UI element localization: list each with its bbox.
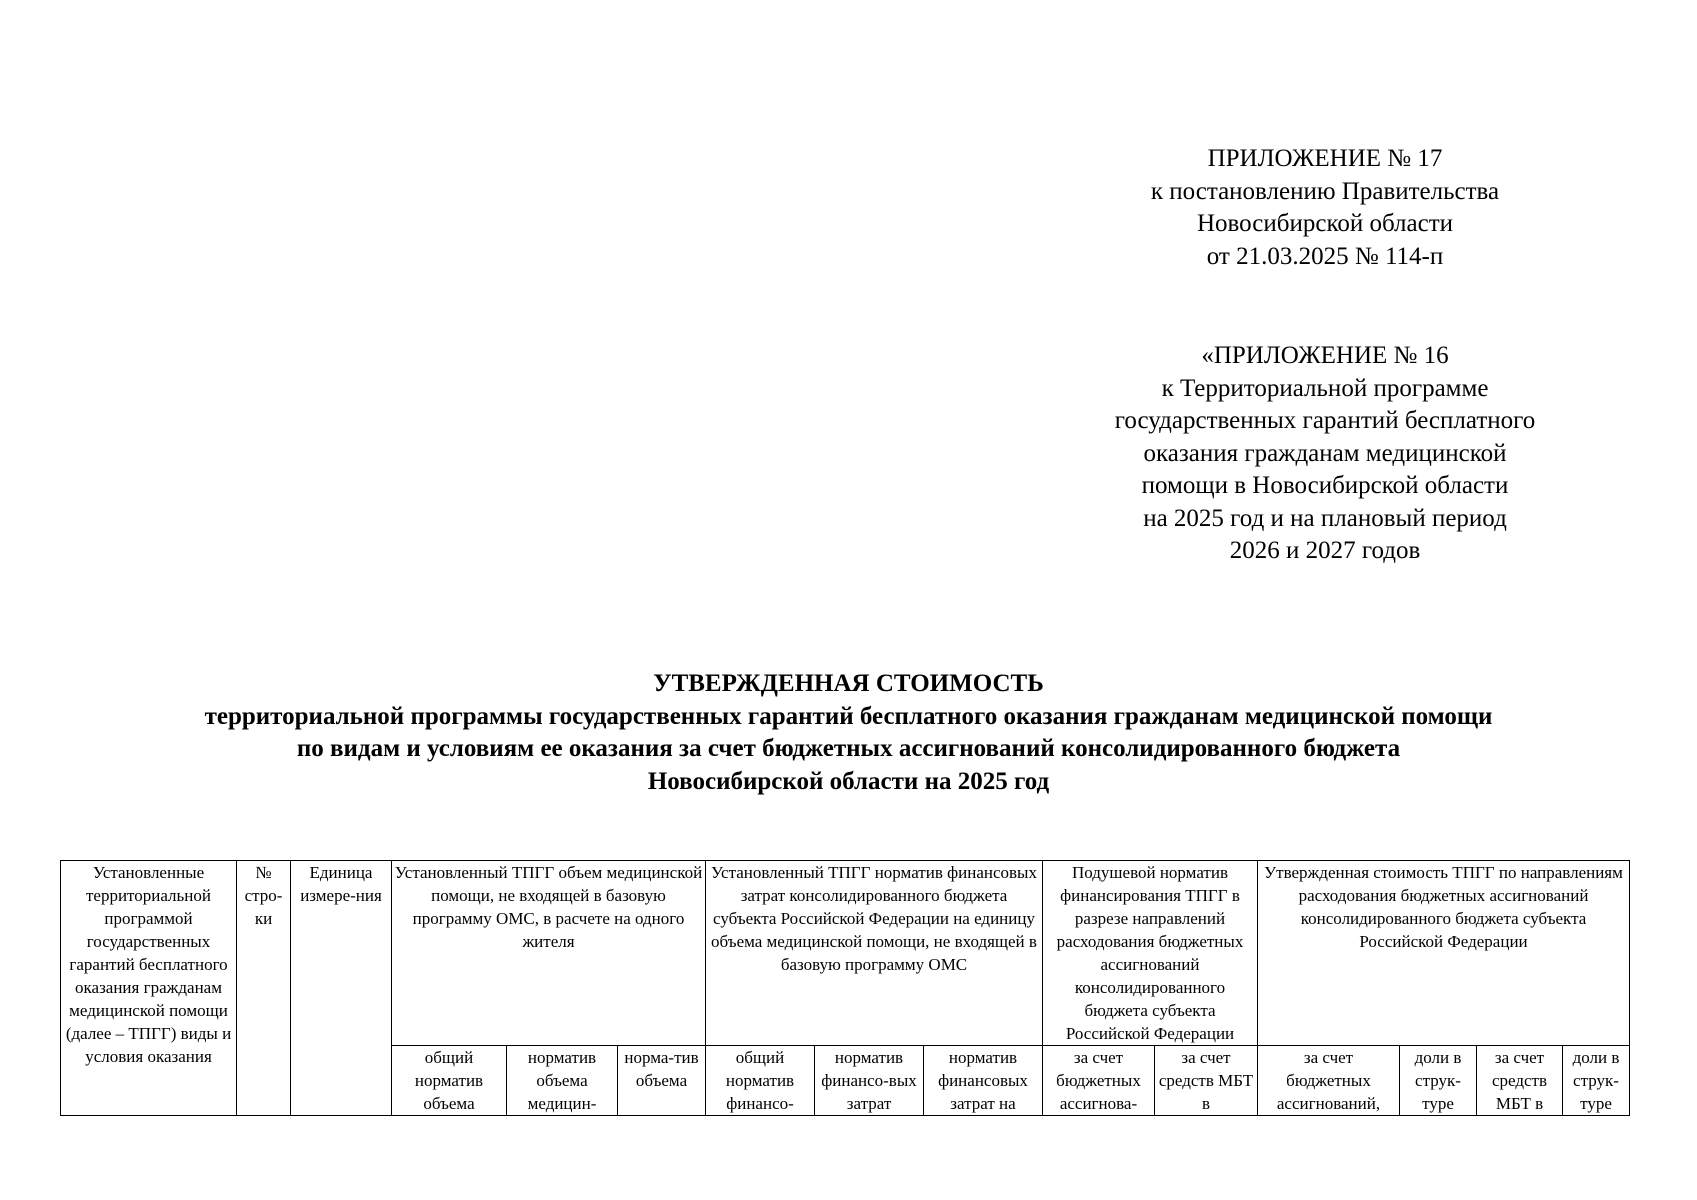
cost-table xyxy=(60,860,1630,1116)
appendix-16-line: оказания гражданам медицинской xyxy=(1143,439,1507,467)
header-approved-cost-group: Утвержденная стоимость ТПГГ по направлениям расходования бюджетных ассигнований консолидированного бюджета субъекта Российской Федерации xyxy=(1258,861,1630,1046)
header-cost-norm-group: Установленный ТПГГ норматив финансовых затрат консолидированного бюджета субъекта Российской Федерации на единицу объема медицинской помощи, не входящей в базовую программу ОМС xyxy=(706,861,1043,1046)
appendix-16-line: к Территориальной программе xyxy=(1161,374,1489,402)
header-volume-group: Установленный ТПГГ объем медицинской помощи, не входящей в базовую программу ОМС, в расчете на одного жителя xyxy=(392,861,706,1046)
appendix-16-line: 2026 и 2027 годов xyxy=(1229,537,1421,564)
appendix-17-line: Новосибирской области xyxy=(1196,210,1454,237)
appendix-16-heading xyxy=(1100,340,1550,568)
subheader-cell: общий норматив объема xyxy=(392,1046,507,1116)
appendix-17-line: ПРИЛОЖЕНИЕ № 17 xyxy=(1207,145,1443,172)
appendix-17-line: от 21.03.2025 № 114-п xyxy=(1206,242,1444,270)
document-title-line: по видам и условиям ее оказания за счет бюджетных ассигнований консолидированного бюджета xyxy=(296,735,1401,762)
subheader-cell: норматив объема медицин- xyxy=(507,1046,618,1116)
subheader-cell: норматив финансовых затрат на xyxy=(924,1046,1043,1116)
subheader-cell: доли в струк-туре xyxy=(1563,1046,1630,1116)
appendix-16-line: на 2025 год и на плановый период xyxy=(1143,504,1507,532)
subheader-cell: общий норматив финансо- xyxy=(706,1046,815,1116)
subheader-cell: норматив финансо-вых затрат xyxy=(815,1046,924,1116)
appendix-16-line: помощи в Новосибирской области xyxy=(1141,472,1509,499)
subheader-cell: норма-тив объема xyxy=(618,1046,706,1116)
header-per-capita-group: Подушевой норматив финансирования ТПГГ в разрезе направлений расходования бюджетных ассигнований консолидированного бюджета субъекта Российской Федерации xyxy=(1043,861,1258,1046)
header-row-number: № стро-ки xyxy=(237,861,291,1116)
appendix-16-line: «ПРИЛОЖЕНИЕ № 16 xyxy=(1201,342,1449,369)
subheader-cell: за счет бюджетных ассигнований, xyxy=(1258,1046,1400,1116)
document-title xyxy=(0,668,1697,798)
subheader-cell: за счет средств МБТ в xyxy=(1477,1046,1563,1116)
subheader-cell: за счет бюджетных ассигнова- xyxy=(1043,1046,1155,1116)
subheader-cell: за счет средств МБТ в xyxy=(1155,1046,1258,1116)
document-title-line: Новосибирской области на 2025 год xyxy=(647,767,1050,795)
document-title-line: УТВЕРЖДЕННАЯ СТОИМОСТЬ xyxy=(653,670,1044,697)
appendix-17-heading xyxy=(1125,143,1525,273)
appendix-16-line: государственных гарантий бесплатного xyxy=(1114,407,1536,434)
appendix-17-line: к постановлению Правительства xyxy=(1150,177,1500,205)
header-unit: Единица измере-ния xyxy=(291,861,392,1116)
subheader-cell: доли в струк-туре xyxy=(1400,1046,1477,1116)
cost-table-wrapper xyxy=(60,860,1630,1116)
document-title-line: территориальной программы государственных гарантий бесплатного оказания гражданам медицинской помощи xyxy=(204,702,1493,730)
table-header-row xyxy=(61,861,1630,1046)
header-kinds-of-care: Установленные территориальной программой государственных гарантий бесплатного оказания гражданам медицинской помощи (далее – ТПГГ) виды и условия оказания xyxy=(61,861,237,1116)
